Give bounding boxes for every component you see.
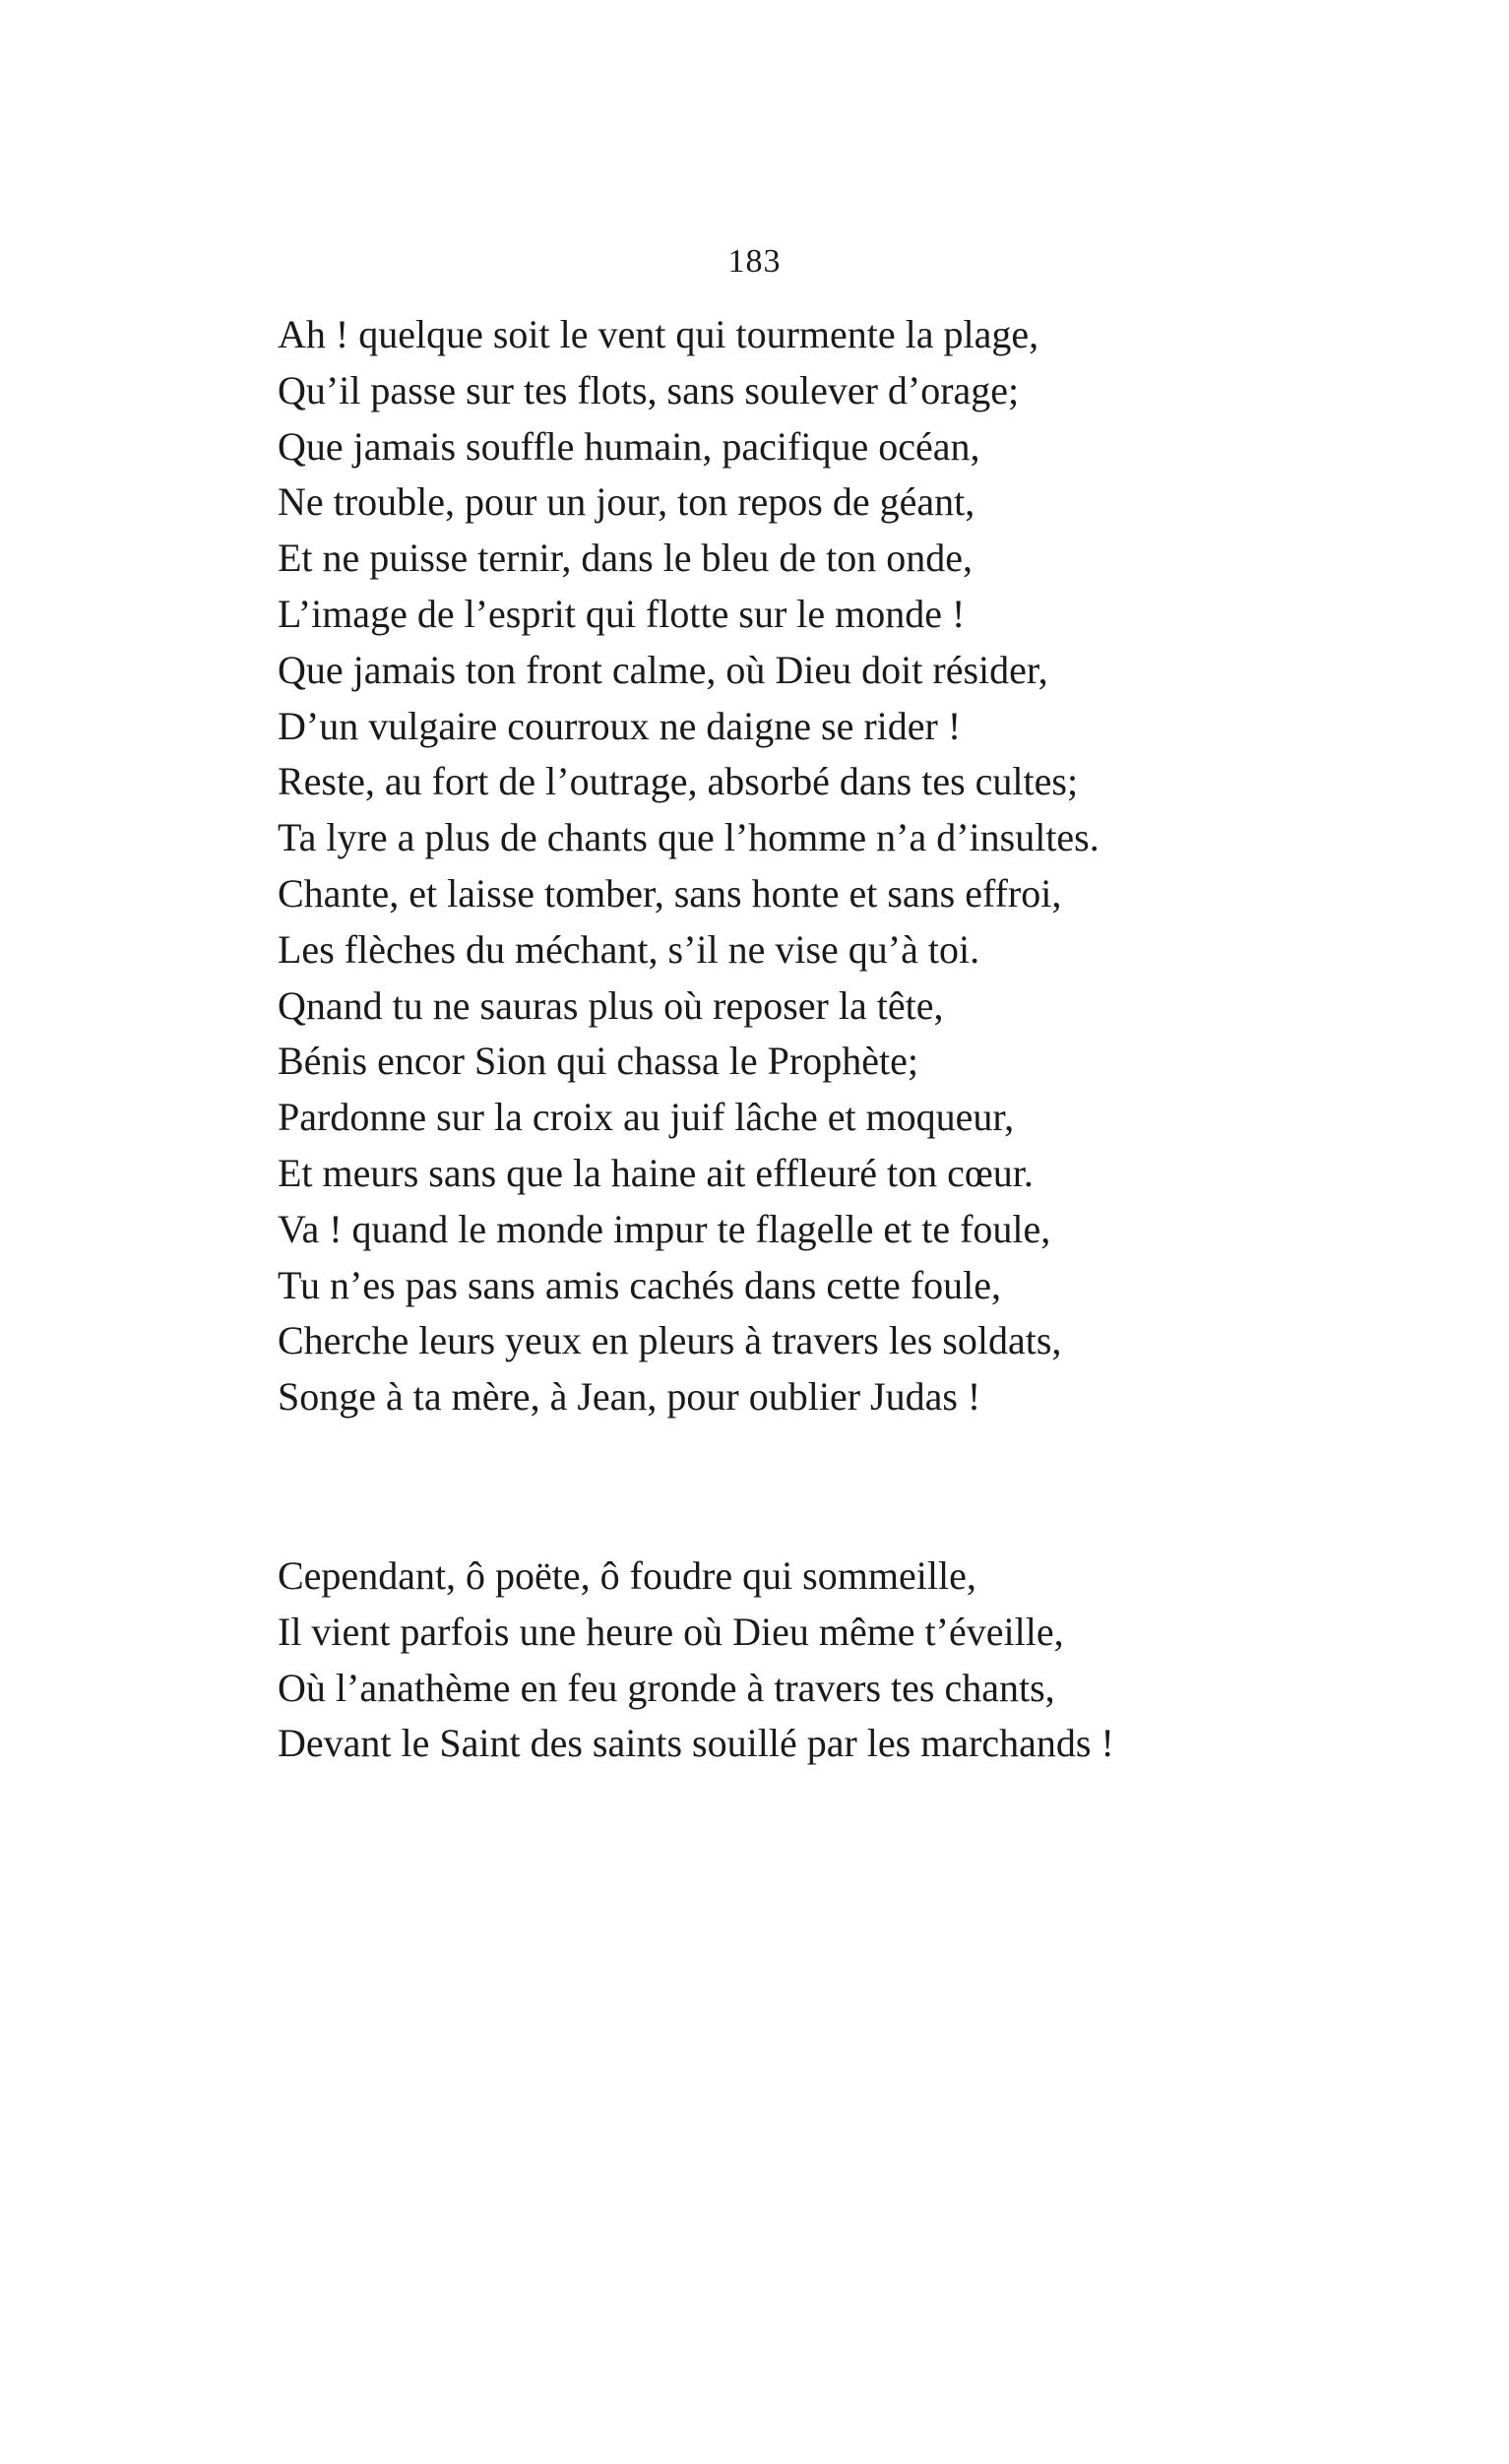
verse-line: Et ne puisse ternir, dans le bleu de ton onde, — [278, 536, 973, 581]
stanza-1 — [278, 307, 1262, 1425]
verse-line: Que jamais ton front calme, où Dieu doit résider, — [278, 647, 1048, 692]
verse-line: Que jamais souffle humain, pacifique océan, — [278, 423, 980, 469]
verse-line: Il vient parfois une heure où Dieu même t’éveille, — [278, 1609, 1064, 1654]
verse-line: Ne trouble, pour un jour, ton repos de géant, — [278, 479, 975, 525]
verse-line: Tu n’es pas sans amis cachés dans cette foule, — [278, 1262, 1001, 1307]
stanza-2 — [278, 1548, 1262, 1772]
verse-line: Cherche leurs yeux en pleurs à travers les soldats, — [278, 1318, 1062, 1363]
verse-line: Chante, et laisse tomber, sans honte et sans effroi, — [278, 870, 1062, 916]
verse-line: Qu’il passe sur tes flots, sans soulever d’orage; — [278, 367, 1020, 412]
verse-line: Cependant, ô poëte, ô foudre qui sommeille, — [278, 1553, 976, 1598]
verse-line: Devant le Saint des saints souillé par les marchands ! — [278, 1721, 1114, 1766]
verse-line: Pardonne sur la croix au juif lâche et moqueur, — [278, 1095, 1015, 1140]
verse-line: Reste, au fort de l’outrage, absorbé dans tes cultes; — [278, 759, 1079, 804]
verse-line: Ta lyre a plus de chants que l’homme n’a d’insultes. — [278, 815, 1100, 860]
page-number: 183 — [727, 243, 782, 280]
verse-line: Les flèches du méchant, s’il ne vise qu’à toi. — [278, 926, 980, 972]
verse-line: Songe à ta mère, à Jean, pour oublier Judas ! — [278, 1374, 981, 1420]
verse-line: Ah ! quelque soit le vent qui tourmente la plage, — [278, 312, 1039, 356]
verse-line: D’un vulgaire courroux ne daigne se rider ! — [278, 703, 962, 748]
verse-line: Et meurs sans que la haine ait effleuré ton cœur. — [278, 1150, 1034, 1195]
verse-line: L’image de l’esprit qui flotte sur le monde ! — [278, 591, 966, 636]
verse-line: Qnand tu ne sauras plus où reposer la tête, — [278, 982, 944, 1028]
verse-line: Va ! quand le monde impur te flagelle et te foule, — [278, 1206, 1051, 1251]
verse-line: Bénis encor Sion qui chassa le Prophète; — [278, 1039, 918, 1084]
verse-line: Où l’anathème en feu gronde à travers tes chants, — [278, 1665, 1055, 1710]
